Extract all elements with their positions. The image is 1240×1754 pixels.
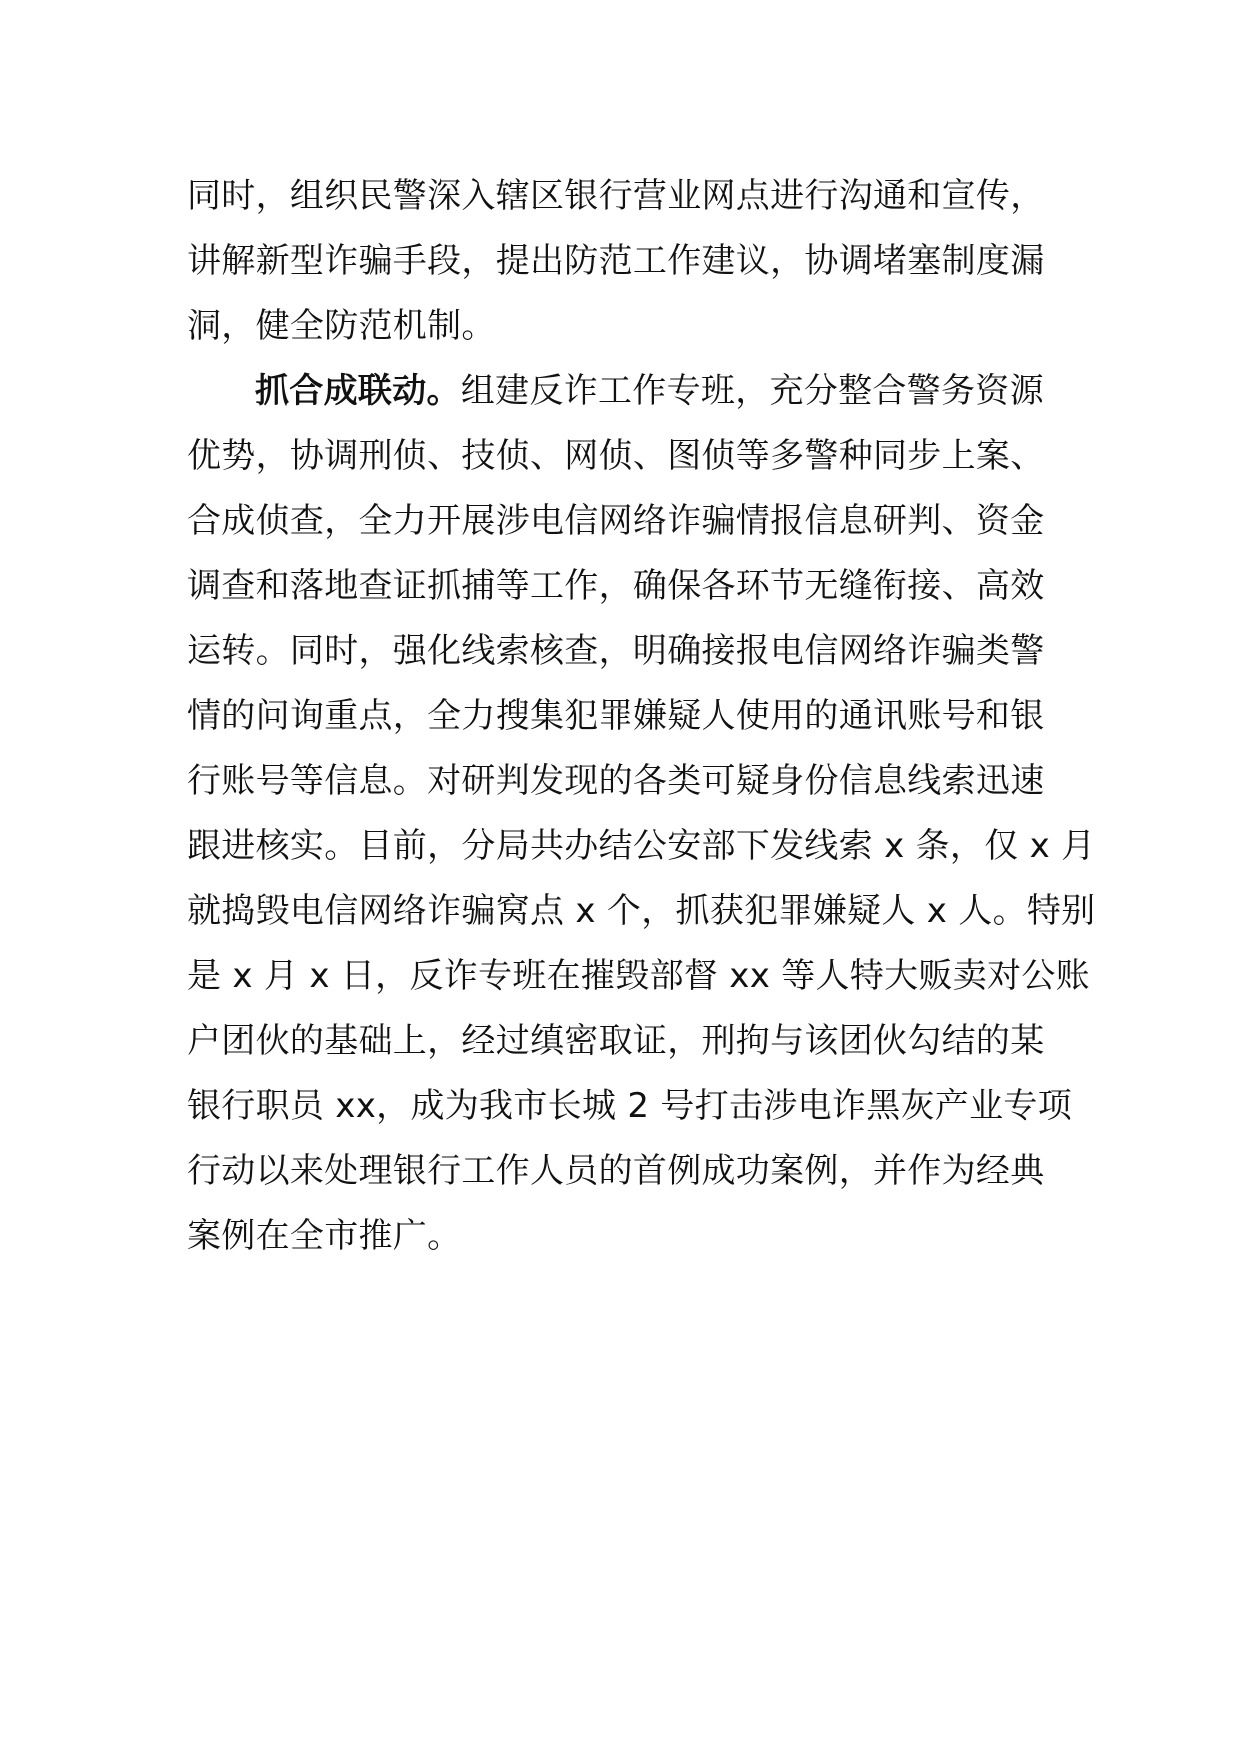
text-line: 情的问询重点，全力搜集犯罪嫌疑人使用的通讯账号和银 (187, 696, 1045, 736)
text-line: 优势，协调刑侦、技侦、网侦、图侦等多警种同步上案、 (187, 436, 1045, 476)
text-line: 户团伙的基础上，经过缜密取证，刑拘与该团伙勾结的某 (187, 1021, 1045, 1061)
text-line: 行账号等信息。对研判发现的各类可疑身份信息线索迅速 (187, 761, 1045, 801)
text-line: 行动以来处理银行工作人员的首例成功案例，并作为经典 (187, 1151, 1045, 1191)
paragraph-1 (187, 164, 1057, 359)
text-line: 是 x 月 x 日，反诈专班在摧毁部督 xx 等人特大贩卖对公账 (187, 956, 1090, 996)
text-line: 案例在全市推广。 (187, 1216, 462, 1256)
text-line: 跟进核实。目前，分局共办结公安部下发线索 x 条，仅 x 月 (187, 826, 1096, 866)
text-line: 就捣毁电信网络诈骗窝点 x 个，抓获犯罪嫌疑人 x 人。特别 (187, 891, 1096, 931)
text-line: 运转。同时，强化线索核查，明确接报电信网络诈骗类警 (187, 631, 1045, 671)
paragraph-first-line (187, 359, 1057, 424)
paragraph-2 (187, 359, 1096, 1269)
text-line: 同时，组织民警深入辖区银行营业网点进行沟通和宣传， (187, 176, 1045, 216)
text-line: 银行职员 xx，成为我市长城 2 号打击涉电诈黑灰产业专项 (187, 1086, 1072, 1126)
document-body (187, 164, 1096, 1269)
text-line: 洞，健全防范机制。 (187, 306, 496, 346)
text-line: 调查和落地查证抓捕等工作，确保各环节无缝衔接、高效 (187, 566, 1045, 606)
text-line: 合成侦查，全力开展涉电信网络诈骗情报信息研判、资金 (187, 501, 1045, 541)
text-span: 组建反诈工作专班，充分整合警务资源 (460, 371, 1044, 411)
section-heading: 抓合成联动。 (255, 371, 461, 411)
text-line: 讲解新型诈骗手段，提出防范工作建议，协调堵塞制度漏 (187, 241, 1045, 281)
